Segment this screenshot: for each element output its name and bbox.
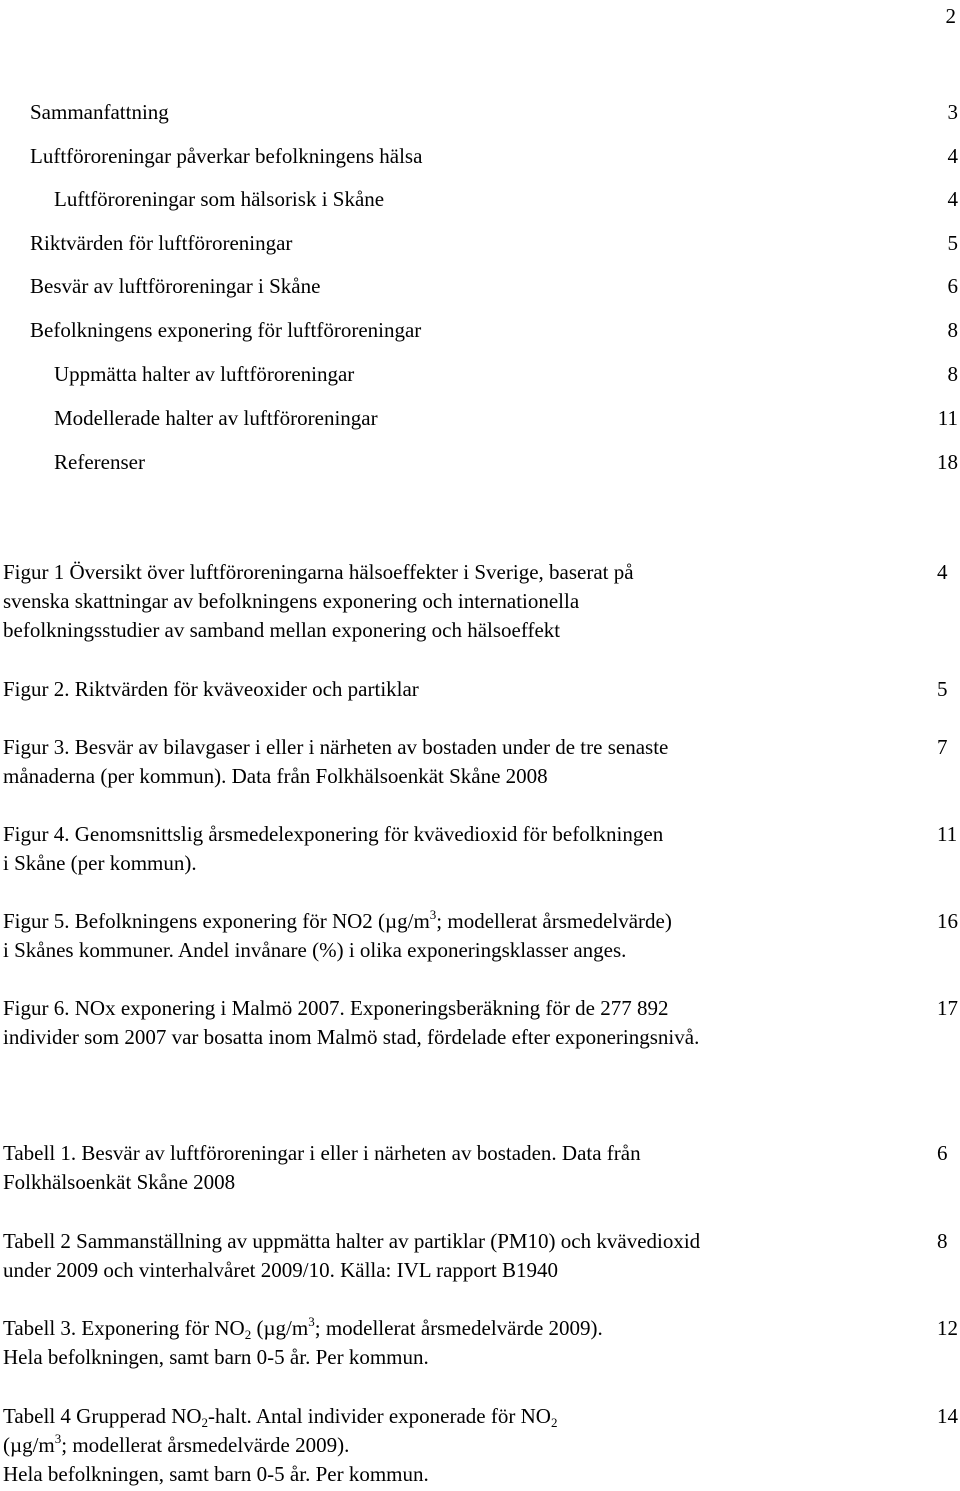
table-page: 12 [937,1316,958,1340]
table-caption-part: (µg/m [251,1316,309,1340]
figure-caption-line [3,907,672,936]
toc-entry-halsorisk-skane[interactable] [0,185,960,214]
table-caption-part: ; modellerat årsmedelvärde 2009). [314,1316,603,1340]
toc-entry-sammanfattning[interactable] [0,98,960,127]
subscript: 2 [550,1415,558,1430]
figure-caption-line: Figur 1 Översikt över luftföroreningarna hälsoeffekter i Sverige, baserat på [3,560,634,584]
figure-page: 5 [937,677,948,701]
page-number: 2 [945,4,956,28]
superscript: 3 [308,1314,315,1329]
table-entry-4[interactable] [3,1402,960,1490]
figure-page: 16 [937,909,958,933]
toc-title: Besvär av luftföroreningar i Skåne [30,274,321,298]
toc-entry-besvar[interactable] [0,272,960,301]
table-caption-line: Tabell 2 Sammanställning av uppmätta halter av partiklar (PM10) och kvävedioxid [3,1229,701,1253]
figure-entry-6[interactable] [3,994,960,1054]
toc-title: Referenser [54,450,145,474]
table-caption-line: under 2009 och vinterhalvåret 2009/10. Källa: IVL rapport B1940 [3,1258,558,1282]
table-caption-line [3,1402,557,1431]
toc-title: Luftföroreningar påverkar befolkningens hälsa [30,144,423,168]
subscript: 2 [201,1415,209,1430]
table-entry-3[interactable] [3,1314,960,1374]
figure-page: 17 [937,996,958,1020]
toc-page: 4 [947,144,958,168]
table-caption-line [3,1431,349,1460]
toc-entry-modellerade-halter[interactable] [0,404,960,433]
toc-page: 5 [947,231,958,255]
toc-page: 8 [947,318,958,342]
toc-page: 11 [937,406,958,430]
figure-caption-line: svenska skattningar av befolkningens exponering och internationella [3,589,580,613]
figure-caption-line: månaderna (per kommun). Data från Folkhälsoenkät Skåne 2008 [3,764,548,788]
figure-page: 7 [937,735,948,759]
table-caption-part: Tabell 4 Grupperad NO [3,1404,202,1428]
toc-entry-uppmatta-halter[interactable] [0,360,960,389]
superscript: 3 [54,1431,62,1446]
table-caption-line: Hela befolkningen, samt barn 0-5 år. Per kommun. [3,1462,429,1486]
figure-caption-line: befolkningsstudier av samband mellan exponering och hälsoeffekt [3,618,561,642]
figure-caption-line: individer som 2007 var bosatta inom Malmö stad, fördelade efter exponeringsnivå. [3,1025,700,1049]
figure-caption-part: Figur 5. Befolkningens exponering för NO2 (µg/m [3,909,430,933]
toc-entry-referenser[interactable] [0,448,960,477]
table-page: 6 [937,1141,948,1165]
toc-page: 4 [947,187,958,211]
table-page: 14 [937,1404,958,1428]
table-entry-1[interactable] [3,1139,960,1199]
table-caption-part: ; modellerat årsmedelvärde 2009). [61,1433,350,1457]
figure-page: 4 [937,560,948,584]
toc-page: 18 [937,450,958,474]
toc-title: Luftföroreningar som hälsorisk i Skåne [54,187,385,211]
figure-caption-line: i Skåne (per kommun). [3,851,197,875]
figure-caption-line: i Skånes kommuner. Andel invånare (%) i olika exponeringsklasser anges. [3,938,627,962]
toc-page: 3 [947,100,958,124]
table-caption-line: Hela befolkningen, samt barn 0-5 år. Per kommun. [3,1345,429,1369]
figure-entry-2[interactable] [3,675,960,705]
figure-entry-5[interactable] [3,907,960,967]
toc-entry-exponering[interactable] [0,316,960,345]
toc-page: 6 [947,274,958,298]
subscript: 2 [244,1327,252,1342]
table-caption-line: Tabell 1. Besvär av luftföroreningar i eller i närheten av bostaden. Data från [3,1141,641,1165]
toc-title: Sammanfattning [30,100,169,124]
figure-entry-3[interactable] [3,733,960,793]
table-caption-line [3,1314,603,1343]
table-caption-part: Tabell 3. Exponering för NO [3,1316,245,1340]
table-page: 8 [937,1229,948,1253]
superscript: 3 [429,907,437,922]
toc-title: Modellerade halter av luftföroreningar [54,406,378,430]
figure-entry-4[interactable] [3,820,960,880]
toc-page: 8 [947,362,958,386]
table-caption-part: (µg/m [3,1433,55,1457]
toc-title: Befolkningens exponering för luftföroreningar [30,318,422,342]
figure-caption-line: Figur 2. Riktvärden för kväveoxider och partiklar [3,677,419,701]
figure-caption-line: Figur 3. Besvär av bilavgaser i eller i närheten av bostaden under de tre senaste [3,735,669,759]
figure-entry-1[interactable] [3,558,960,648]
toc-title: Riktvärden för luftföroreningar [30,231,293,255]
table-caption-line: Folkhälsoenkät Skåne 2008 [3,1170,236,1194]
figure-caption-line: Figur 4. Genomsnittslig årsmedelexponering för kvävedioxid för befolkningen [3,822,664,846]
toc-entry-luftfororeningar-paverkar[interactable] [0,142,960,171]
figure-page: 11 [937,822,958,846]
toc-entry-riktvarden[interactable] [0,229,960,258]
figure-caption-part: ; modellerat årsmedelvärde) [436,909,672,933]
table-entry-2[interactable] [3,1227,960,1287]
table-caption-part: -halt. Antal individer exponerade för NO [208,1404,551,1428]
figure-caption-line: Figur 6. NOx exponering i Malmö 2007. Exponeringsberäkning för de 277 892 [3,996,669,1020]
toc-title: Uppmätta halter av luftföroreningar [54,362,355,386]
